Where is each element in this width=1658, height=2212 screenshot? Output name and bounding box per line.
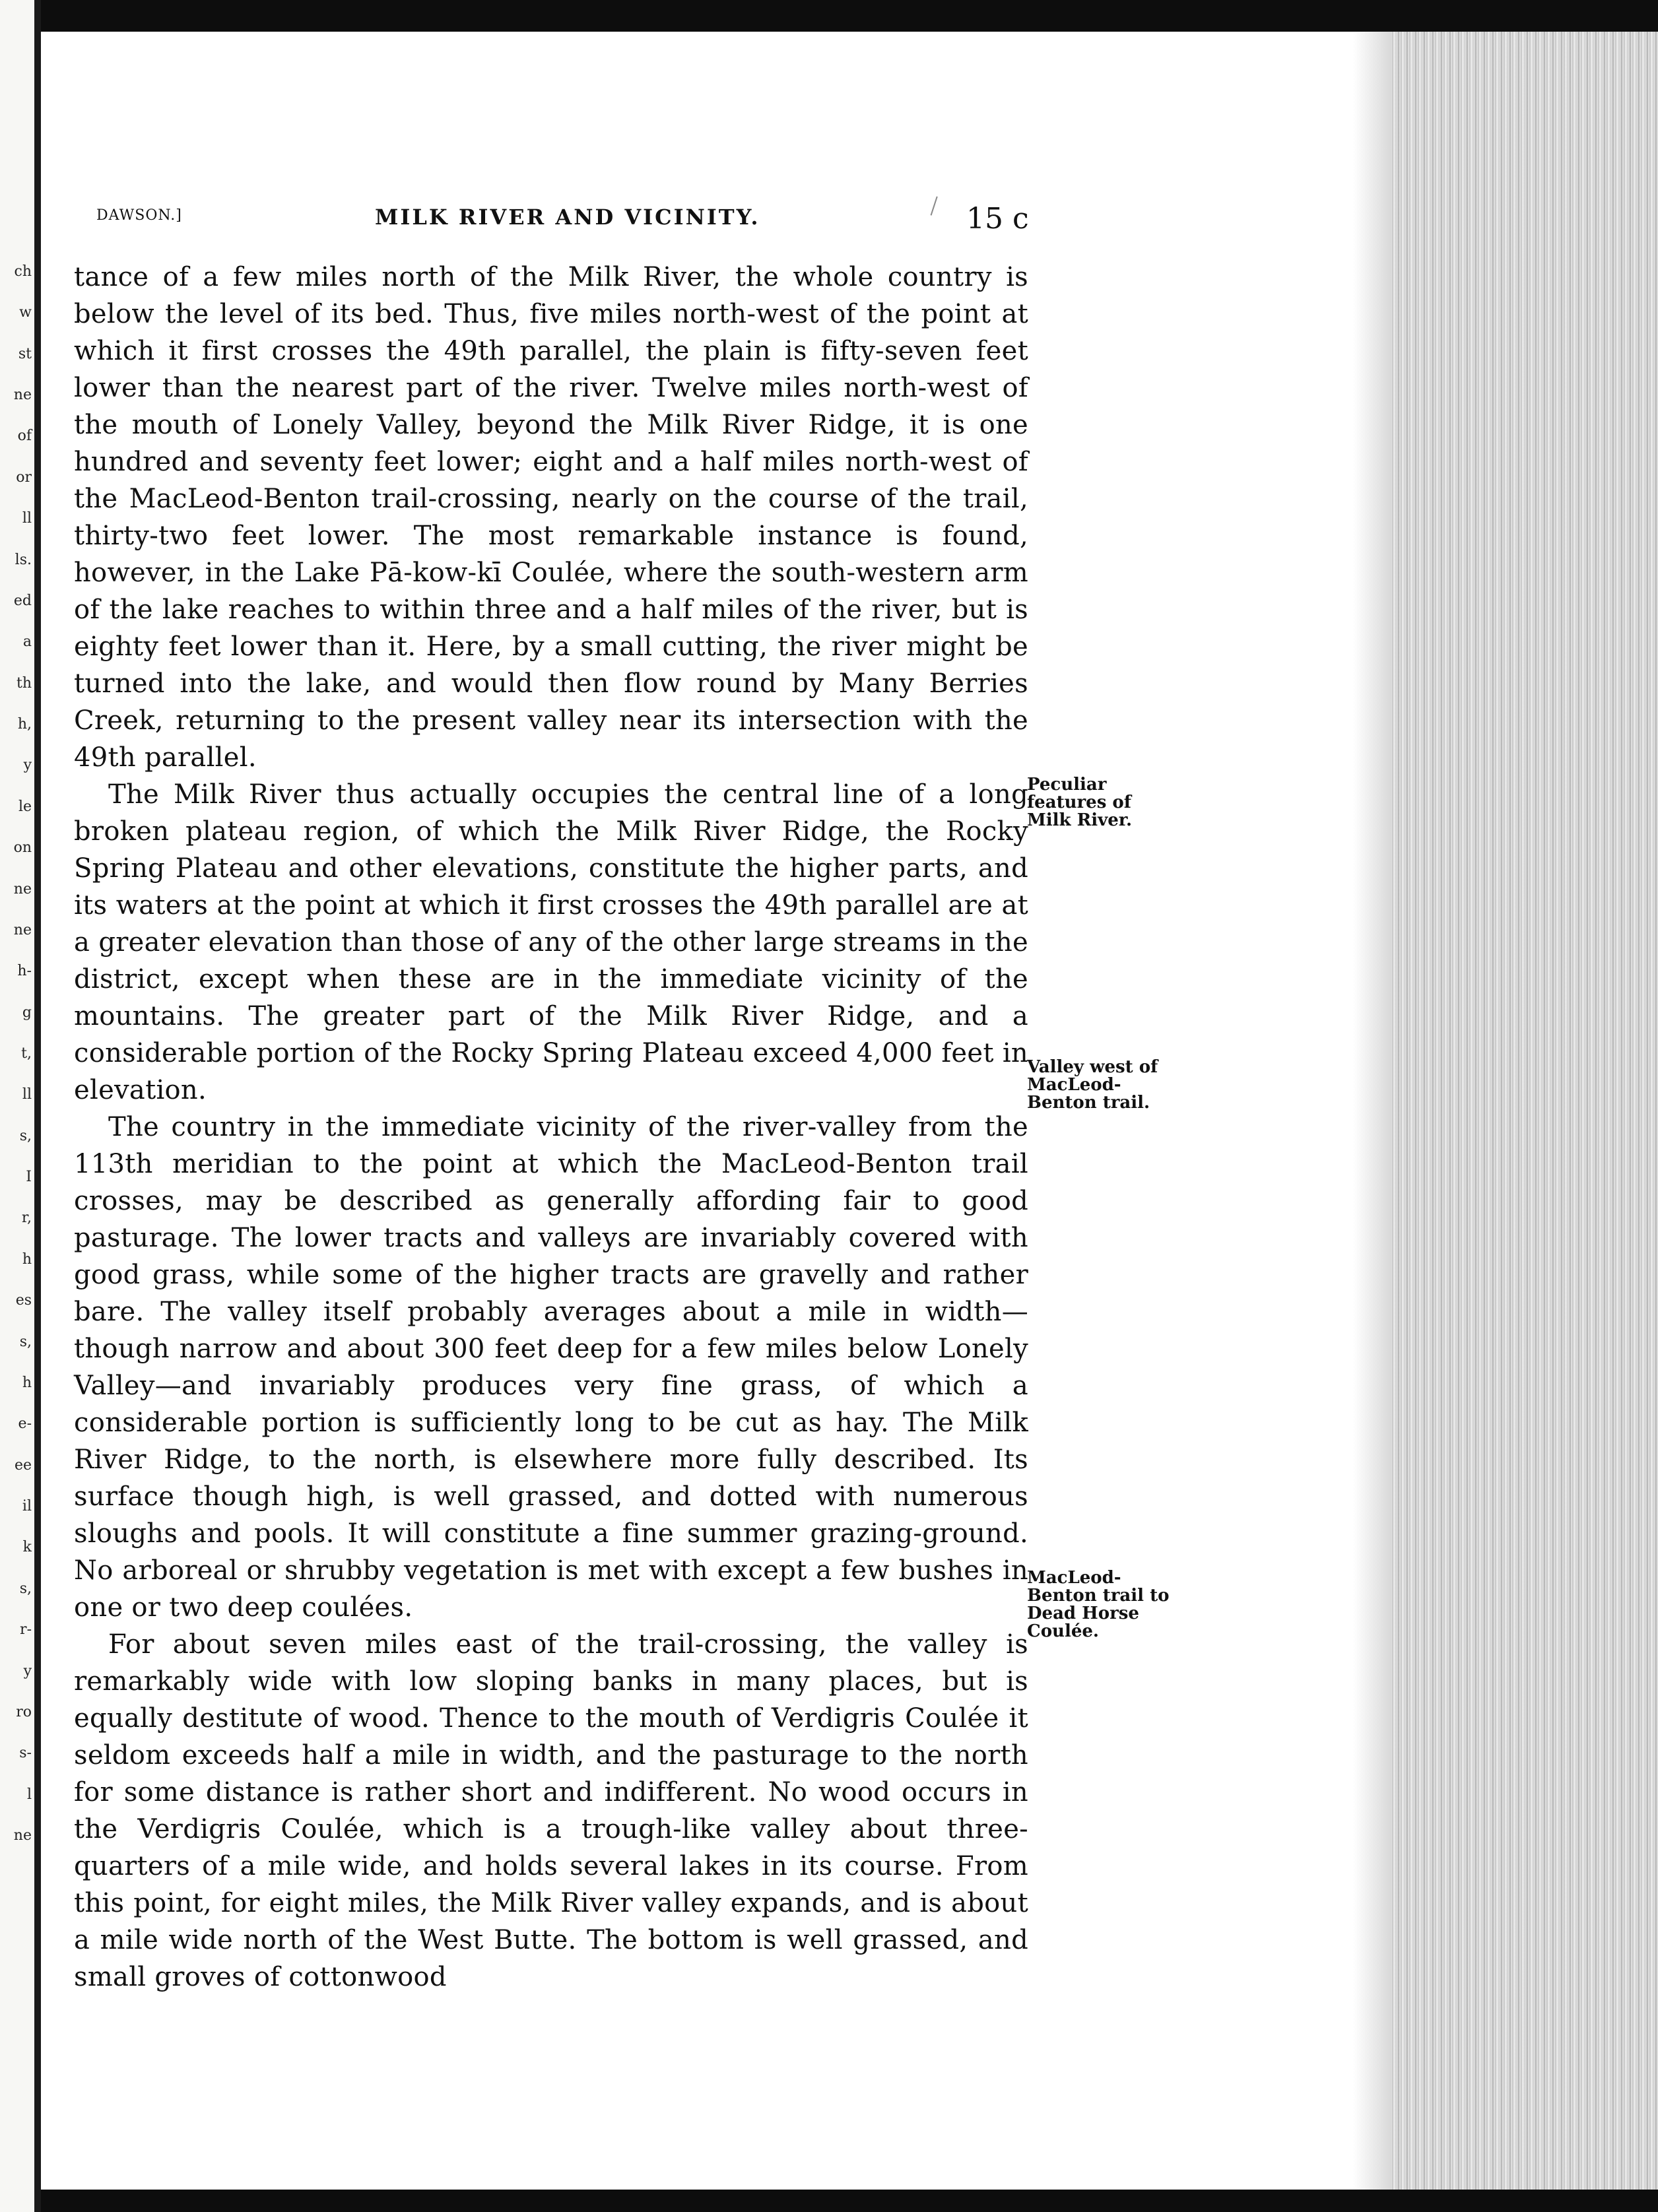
body-text-column	[74, 259, 1028, 1996]
facing-page-fragment: w	[19, 304, 32, 321]
facing-page-fragment: st	[18, 346, 32, 362]
margin-note-peculiar-features: Peculiar features of Milk River.	[1027, 775, 1133, 830]
facing-page-fragment: e-	[18, 1415, 32, 1432]
facing-page-fragment: l	[26, 1786, 32, 1803]
facing-page-fragment: ne	[13, 387, 32, 403]
paragraph-3: The country in the immediate vicinity of the river-valley from the 113th meridian to the point at which the MacLeod-Benton trail crosses, may be described as generally affording fair to good pasturage. The lower tracts and valleys are invariably covered with good grass, while some of the higher tracts are gravelly and rather bare. The valley itself probably averages about a mile in width—though narrow and about 300 feet deep for a few miles below Lonely Valley—and invariably produces very fine grass, of which a considerable portion is sufficiently long to be cut as hay. The Milk River Ridge, to the north, is elsewhere more fully described. Its surface though high, is well grassed, and dotted with numerous sloughs and pools. It will constitute a fine summer grazing-ground. No arboreal or shrubby vegetation is met with except a few bushes in one or two deep coulées.	[74, 1112, 1028, 1623]
facing-page-fragment: ro	[16, 1704, 32, 1720]
facing-page-fragment: s,	[19, 1128, 32, 1144]
facing-page-fragment: y	[23, 1663, 32, 1679]
facing-page-fragment: ls.	[15, 552, 32, 568]
scan-bottom-border	[41, 2190, 1658, 2212]
running-head-author: DAWSON.]	[96, 207, 182, 224]
facing-page-fragment: h,	[17, 716, 32, 732]
facing-page-fragment: h	[22, 1375, 32, 1391]
facing-page-fragment: h	[22, 1251, 32, 1268]
facing-page-fragment: or	[16, 469, 32, 486]
scan-top-border	[41, 0, 1658, 32]
facing-page-fragment: il	[22, 1498, 32, 1514]
facing-page-fragment: of	[17, 428, 32, 444]
paragraph-1: tance of a few miles north of the Milk River, the whole country is below the level of its bed. Thus, five miles north-west of the point at which it first crosses the 49th parallel, the plain is fifty-seven feet lower than the nearest part of the river. Twelve miles north-west of the mouth of Lonely Valley, beyond the Milk River Ridge, it is one hundred and seventy feet lower; eight and a half miles north-west of the MacLeod-Benton trail-crossing, nearly on the course of the trail, thirty-two feet lower. The most remarkable instance is found, however, in the Lake Pā-kow-kī Coulée, where the south-western arm of the lake reaches to within three and a half miles of the river, but is eighty feet lower than it. Here, by a small cutting, the river might be turned into the lake, and would then flow round by Many Berries Creek, returning to the present valley near its intersection with the 49th parallel.	[74, 262, 1028, 773]
facing-page-fragment: k	[22, 1539, 32, 1555]
facing-page-fragment: h-	[17, 963, 32, 979]
facing-page-fragment: ll	[22, 1086, 32, 1103]
facing-page-fragment: ne	[13, 881, 32, 897]
pencil-tick-mark	[931, 196, 942, 216]
paragraph-2: The Milk River thus actually occupies the central line of a long broken plateau region, of which the Milk River Ridge, the Rocky Spring Plateau and other elevations, constitute the higher parts, and its waters at the point at which it first crosses the 49th parallel are at a greater elevation than those of any of the other large streams in the district, except when these are in the immediate vicinity of the mountains. The greater part of the Milk River Ridge, and a considerable portion of the Rocky Spring Plateau exceed 4,000 feet in elevation.	[74, 779, 1028, 1105]
facing-page-fragment: s,	[19, 1580, 32, 1597]
facing-page-fragment: ne	[13, 922, 32, 938]
facing-page-fragment: a	[22, 634, 32, 650]
facing-page-fragment: t,	[21, 1045, 32, 1062]
facing-page-fragment: g	[22, 1004, 32, 1021]
book-page-edges	[1391, 32, 1658, 2212]
facing-page-fragment: th	[16, 675, 32, 692]
facing-page-fragment: r-	[20, 1621, 32, 1638]
facing-page-fragment: r,	[21, 1210, 32, 1226]
facing-page-sliver	[0, 0, 41, 2212]
margin-note-valley-west: Valley west of MacLeod- Benton trail.	[1027, 1057, 1158, 1113]
facing-page-fragment: on	[13, 839, 32, 856]
facing-page-fragment: ee	[14, 1457, 32, 1474]
facing-page-fragment: ed	[13, 593, 32, 609]
facing-page-fragment: s,	[19, 1334, 32, 1350]
margin-note-macleod-benton: MacLeod- Benton trail to Dead Horse Coulée.	[1027, 1568, 1170, 1641]
facing-page-fragment: le	[18, 798, 32, 815]
page-number: 15 c	[966, 202, 1029, 236]
facing-page-fragment: s-	[19, 1745, 32, 1761]
facing-page-fragment: y	[23, 757, 32, 773]
facing-page-fragment: ch	[14, 263, 32, 280]
facing-page-fragment: ll	[22, 510, 32, 527]
paragraph-4: For about seven miles east of the trail-crossing, the valley is remarkably wide with low sloping banks in many places, but is equally destitute of wood. Thence to the mouth of Verdigris Coulée it seldom exceeds half a mile in width, and the pasturage to the north for some distance is rather short and indifferent. No wood occurs in the Verdigris Coulée, which is a trough-like valley about three-quarters of a mile wide, and holds several lakes in its course. From this point, for eight miles, the Milk River valley expands, and is about a mile wide north of the West Butte. The bottom is well grassed, and small groves of cottonwood	[74, 1629, 1028, 1992]
facing-page-fragment: es	[15, 1292, 32, 1309]
running-head-title: MILK RIVER AND VICINITY.	[375, 205, 760, 230]
facing-page-fragment: ne	[13, 1827, 32, 1844]
facing-page-fragment: I	[26, 1169, 32, 1185]
